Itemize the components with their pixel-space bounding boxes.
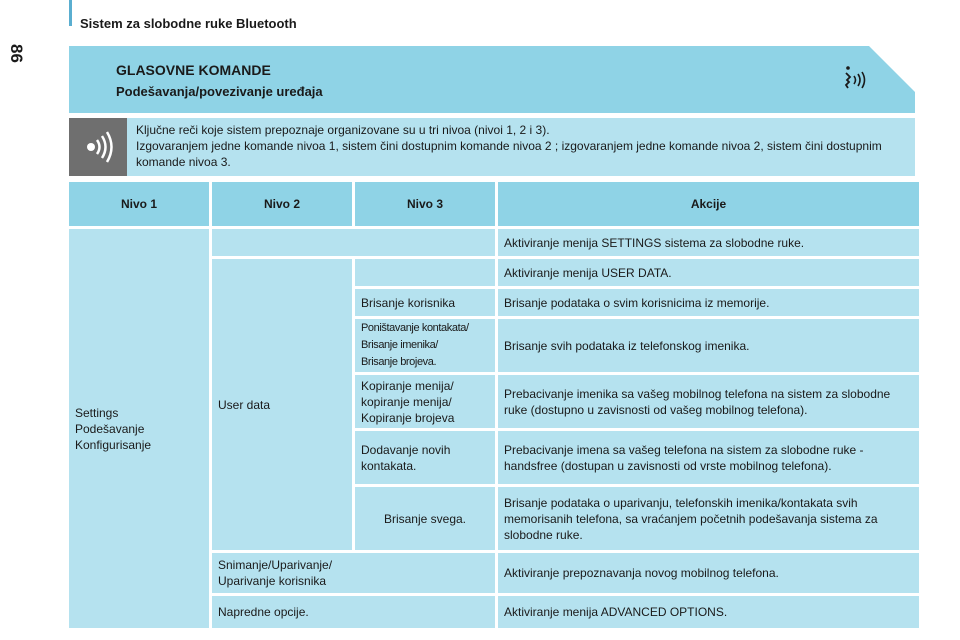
level3-cell: Brisanje svega. [355,487,495,550]
action-cell: Brisanje podataka o svim korisnicima iz memorije. [498,289,919,316]
action-cell: Brisanje svih podataka iz telefonskog imenika. [498,319,919,372]
level3-cell: Kopiranje menija/ kopiranje menija/ Kopiranje brojeva [355,375,495,428]
voice-command-icon [840,64,870,94]
page-number: 86 [7,44,26,63]
level3-cell: Brisanje korisnika [355,289,495,316]
header-level-3: Nivo 3 [355,182,495,226]
level23-empty [212,229,495,256]
level1-item: Settings [75,405,119,420]
level1-item: Konfigurisanje [75,437,152,452]
header-level-2: Nivo 2 [212,182,352,226]
action-cell: Aktiviranje menija SETTINGS sistema za slobodne ruke. [498,229,919,256]
action-cell: Aktiviranje menija ADVANCED OPTIONS. [498,596,919,628]
intro-line-2: Izgovaranjem jedne komande nivoa 1, sistem čini dostupnim komande nivoa 2 ; izgovaranjem jedne komande nivoa 2, sistem čini dostupnim komande nivoa 3. [136,139,882,169]
section-title: GLASOVNE KOMANDE [116,62,271,78]
action-cell: Aktiviranje menija USER DATA. [498,259,919,286]
intro-icon-box [69,118,127,176]
header-level-1: Nivo 1 [69,182,209,226]
level2-pairing: Snimanje/Uparivanje/ Uparivanje korisnika [212,553,495,593]
level1-settings [69,229,209,628]
level3-cell: Poništavanje kontakata/ Brisanje imenika/ Brisanje brojeva. [355,319,495,372]
action-cell: Aktiviranje prepoznavanja novog mobilnog telefona. [498,553,919,593]
commands-table [69,182,919,628]
level1-item: Podešavanje [75,421,145,436]
intro-line-1: Ključne reči koje sistem prepoznaje organizovane su u tri nivoa (nivoi 1, 2 i 3). [136,123,550,137]
level2-user-data: User data [212,259,352,550]
level2-advanced: Napredne opcije. [212,596,495,628]
action-cell: Prebacivanje imenika sa vašeg mobilnog telefona na sistem za slobodne ruke (dostupno u zavisnosti od vašeg mobilnog telefona). [498,375,919,428]
action-cell: Brisanje podataka o uparivanju, telefonskih imenika/kontakata svih memorisanih telefona, sa vraćanjem početnih podešavanja sistema za slobodne ruke. [498,487,919,550]
header-title: Sistem za slobodne ruke Bluetooth [80,16,297,31]
section-subtitle: Podešavanja/povezivanje uređaja [116,84,323,99]
header-accent-bar [69,0,72,26]
level3-cell: Dodavanje novih kontakata. [355,431,495,484]
intro-text [136,122,906,170]
header-actions: Akcije [498,182,919,226]
action-cell: Prebacivanje imena sa vašeg telefona na sistem za slobodne ruke - handsfree (dostupan u zavisnosti od vrste mobilnog telefona). [498,431,919,484]
speaker-sound-icon [69,118,127,176]
section-banner [69,46,915,113]
level3-empty [355,259,495,286]
